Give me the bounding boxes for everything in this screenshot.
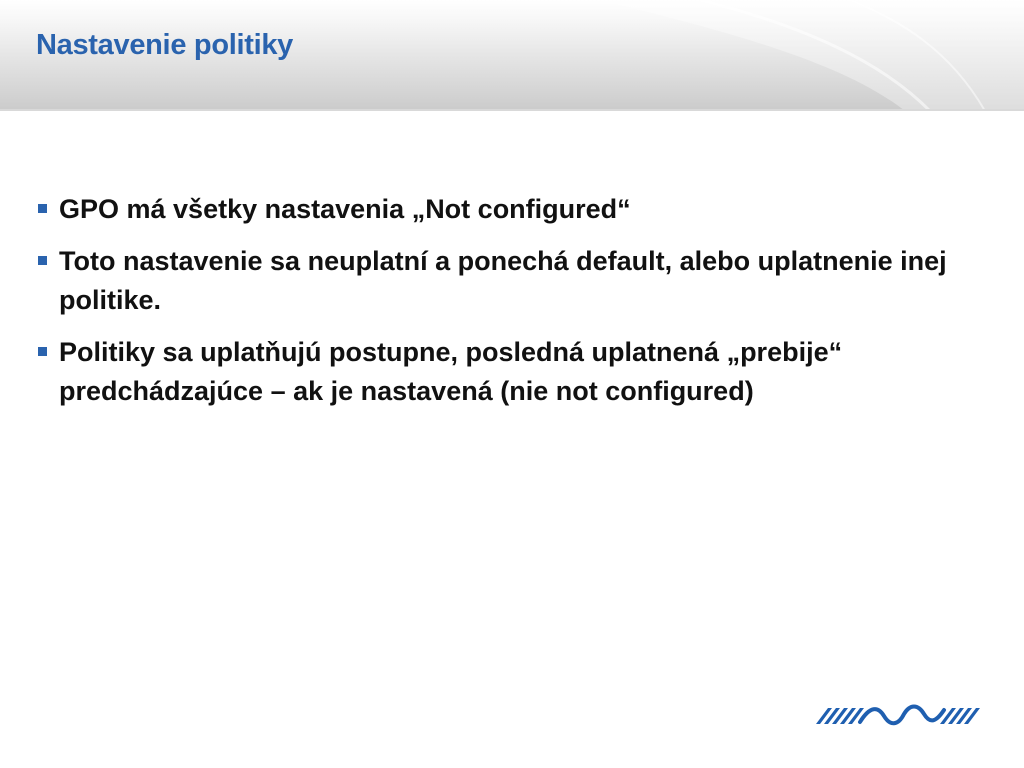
bullet-item — [38, 242, 958, 320]
bullet-list — [38, 190, 958, 424]
bullet-text: GPO má všetky nastavenia „Not configured“ — [59, 194, 631, 224]
square-bullet-icon — [38, 347, 47, 356]
wave-logo-icon — [812, 702, 982, 728]
bullet-item — [38, 333, 958, 411]
bullet-item — [38, 190, 958, 229]
title-band — [0, 0, 1024, 111]
square-bullet-icon — [38, 204, 47, 213]
bullet-text: Toto nastavenie sa neuplatní a ponechá default, alebo uplatnenie inej politike. — [59, 246, 947, 315]
square-bullet-icon — [38, 256, 47, 265]
slide-title: Nastavenie politiky — [36, 29, 294, 61]
bullet-text: Politiky sa uplatňujú postupne, posledná uplatnená „prebije“ predchádzajúce – ak je nastavená (nie not configured) — [59, 337, 843, 406]
